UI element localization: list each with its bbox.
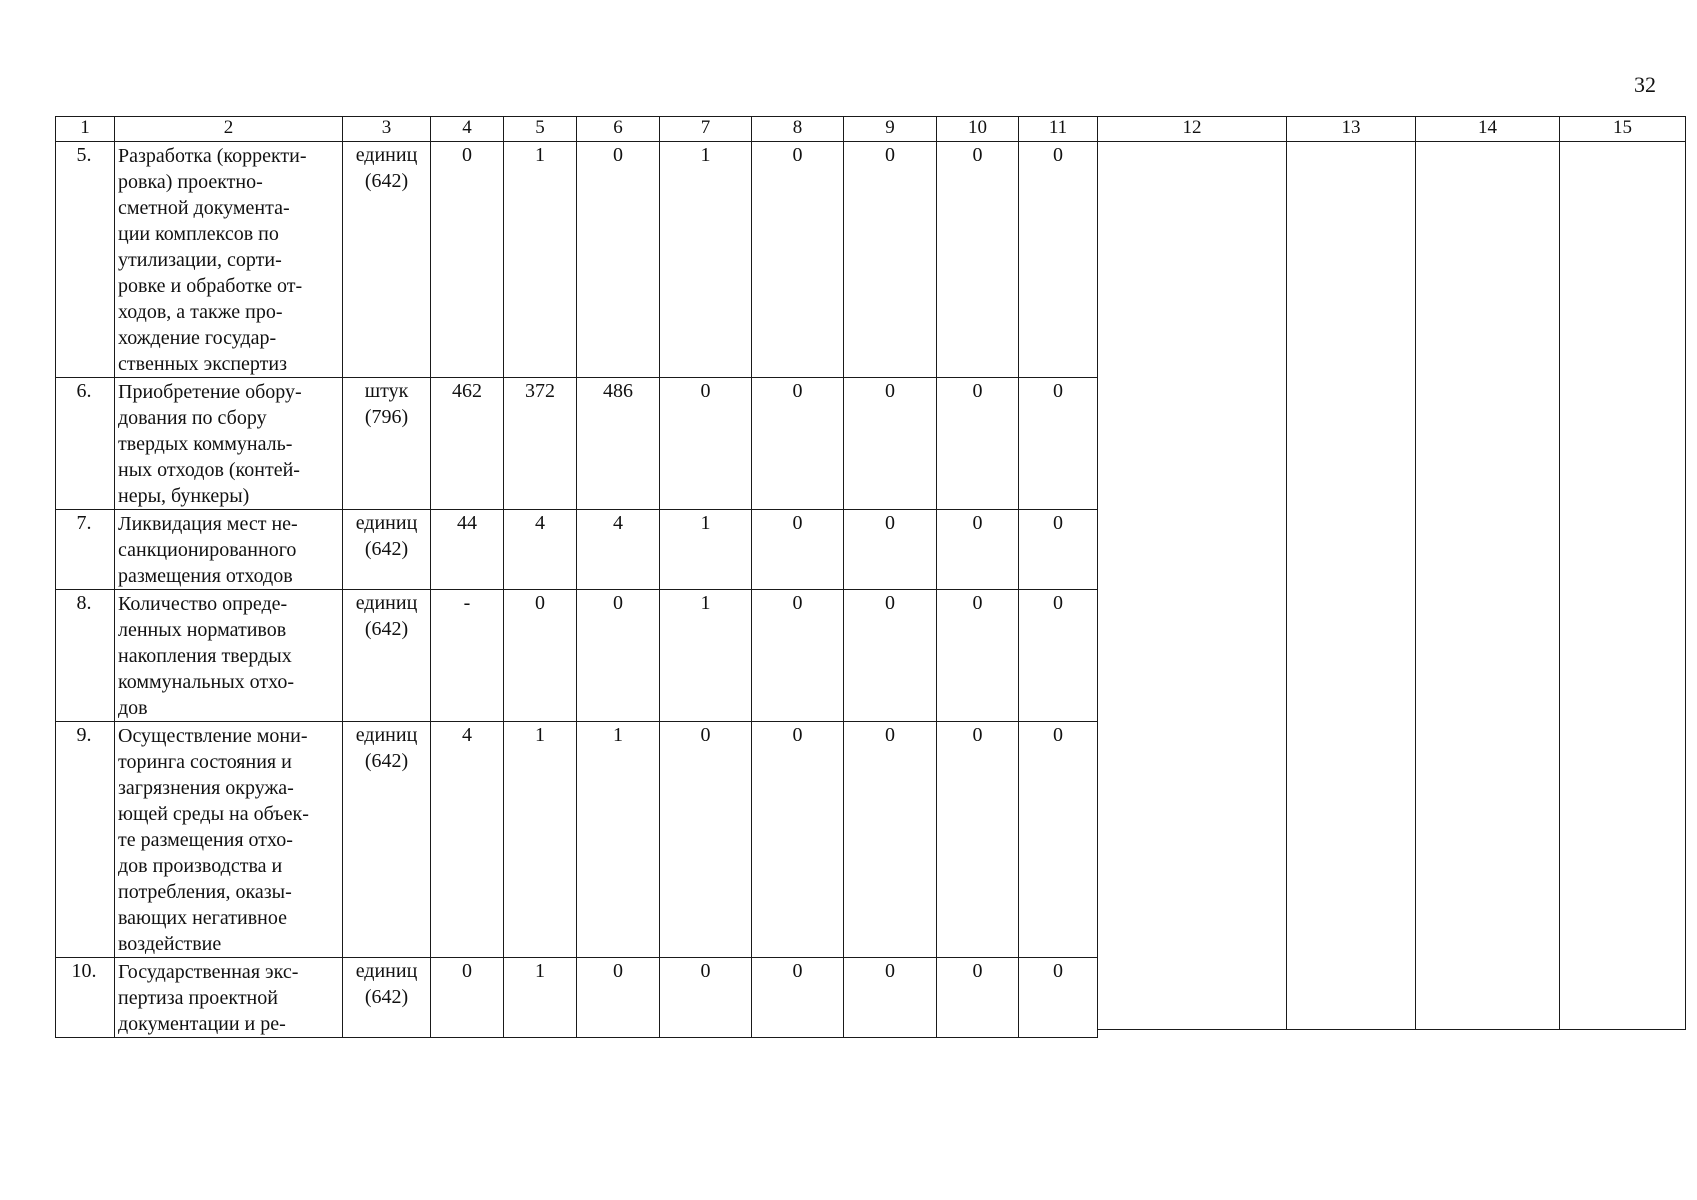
- header-cell: 1: [56, 117, 115, 142]
- value-cell: 0: [844, 510, 937, 590]
- value-cell: 0: [937, 722, 1019, 958]
- value-cell: 1: [660, 142, 752, 378]
- indicator-name-line: ленных нормативов: [118, 619, 287, 641]
- value-cell: 0: [1019, 378, 1098, 510]
- indicator-name-line: ровка) проектно-: [118, 171, 263, 193]
- value-cell: 0: [1019, 958, 1098, 1038]
- indicator-name-line: дов производства и: [118, 855, 283, 877]
- unit-line: единиц: [355, 512, 418, 534]
- value-cell: 0: [1019, 510, 1098, 590]
- table-body: [56, 142, 1098, 1038]
- value-cell: 1: [660, 510, 752, 590]
- unit-of-measure: [343, 958, 431, 1038]
- value-cell: 0: [752, 958, 844, 1038]
- unit-of-measure: [343, 510, 431, 590]
- indicator-name-line: сметной документа-: [118, 197, 290, 219]
- header-cell: 9: [844, 117, 937, 142]
- header-cell: 10: [937, 117, 1019, 142]
- unit-line: (642): [364, 986, 409, 1008]
- table-row: [56, 378, 1098, 510]
- value-cell: 0: [577, 590, 660, 722]
- empty-cell: [1287, 142, 1416, 1030]
- unit-line: (642): [364, 170, 409, 192]
- value-cell: 0: [752, 722, 844, 958]
- indicator-name-line: ственных экспертиз: [118, 353, 288, 375]
- indicator-name-line: Осуществление мони-: [118, 725, 308, 747]
- indicator-name-line: потребления, оказы-: [118, 881, 292, 903]
- indicator-name: [115, 378, 343, 510]
- indicator-name-line: Ликвидация мест не-: [118, 513, 298, 535]
- indicator-name-line: дования по сбору: [118, 407, 267, 429]
- value-cell: -: [431, 590, 504, 722]
- header-cell: 4: [431, 117, 504, 142]
- indicator-name-line: санкционированного: [118, 539, 297, 561]
- indicator-name-line: дов: [118, 697, 148, 719]
- table-row: [56, 510, 1098, 590]
- value-cell: 4: [577, 510, 660, 590]
- header-cell: 7: [660, 117, 752, 142]
- indicator-name-line: торинга состояния и: [118, 751, 292, 773]
- row-number: 5.: [56, 142, 115, 378]
- indicator-name-line: ходов, а также про-: [118, 301, 283, 323]
- indicator-name-line: ных отходов (контей-: [118, 459, 300, 481]
- indicator-name-line: Приобретение обору-: [118, 381, 302, 403]
- indicator-name: [115, 510, 343, 590]
- row-number: 6.: [56, 378, 115, 510]
- header-cell: 8: [752, 117, 844, 142]
- unit-of-measure: [343, 142, 431, 378]
- value-cell: 0: [1019, 590, 1098, 722]
- header-cell: 11: [1019, 117, 1098, 142]
- indicator-name-line: документации и ре-: [118, 1013, 286, 1035]
- table-row: [56, 590, 1098, 722]
- indicator-name: [115, 722, 343, 958]
- indicator-name: [115, 958, 343, 1038]
- indicator-name: [115, 590, 343, 722]
- indicator-name-line: вающих негативное: [118, 907, 287, 929]
- value-cell: 372: [504, 378, 577, 510]
- indicator-name-line: воздействие: [118, 933, 222, 955]
- indicator-name-line: пертиза проектной: [118, 987, 278, 1009]
- unit-line: единиц: [355, 960, 418, 982]
- row-number: 10.: [56, 958, 115, 1038]
- value-cell: 0: [937, 142, 1019, 378]
- indicator-name-line: твердых коммуналь-: [118, 433, 293, 455]
- indicator-name-line: ции комплексов по: [118, 223, 279, 245]
- header-cell: 15: [1560, 117, 1686, 142]
- empty-cell: [1098, 142, 1287, 1030]
- value-cell: 0: [577, 142, 660, 378]
- unit-of-measure: [343, 378, 431, 510]
- indicator-name-line: те размещения отхо-: [118, 829, 293, 851]
- value-cell: 0: [577, 958, 660, 1038]
- value-cell: 0: [752, 590, 844, 722]
- header-cell: 14: [1416, 117, 1560, 142]
- indicator-name-line: ющей среды на объек-: [118, 803, 309, 825]
- value-cell: 0: [1019, 722, 1098, 958]
- header-row: [56, 117, 1098, 142]
- value-cell: 0: [844, 958, 937, 1038]
- indicator-name-line: загрязнения окружа-: [118, 777, 294, 799]
- unit-line: (642): [364, 750, 409, 772]
- value-cell: 0: [844, 378, 937, 510]
- header-cell: 6: [577, 117, 660, 142]
- indicator-name-line: коммунальных отхо-: [118, 671, 295, 693]
- value-cell: 0: [752, 142, 844, 378]
- indicator-name-line: хождение государ-: [118, 327, 277, 349]
- value-cell: 0: [844, 142, 937, 378]
- value-cell: 0: [937, 378, 1019, 510]
- value-cell: 462: [431, 378, 504, 510]
- indicator-name-line: ровке и обработке от-: [118, 275, 303, 297]
- unit-line: (642): [364, 538, 409, 560]
- header-cell: 3: [343, 117, 431, 142]
- indicator-name-line: Государственная экс-: [118, 961, 299, 983]
- empty-columns-table: [1097, 116, 1686, 1030]
- table-row: [56, 958, 1098, 1038]
- table-row: [56, 142, 1098, 378]
- row-number: 9.: [56, 722, 115, 958]
- indicator-name: [115, 142, 343, 378]
- value-cell: 0: [844, 590, 937, 722]
- row-number: 8.: [56, 590, 115, 722]
- unit-line: единиц: [355, 144, 418, 166]
- header-cell: 2: [115, 117, 343, 142]
- unit-line: (796): [364, 406, 409, 428]
- unit-line: единиц: [355, 724, 418, 746]
- empty-cell: [1416, 142, 1560, 1030]
- value-cell: 4: [431, 722, 504, 958]
- indicator-name-line: утилизации, сорти-: [118, 249, 282, 271]
- value-cell: 0: [660, 958, 752, 1038]
- value-cell: 1: [504, 958, 577, 1038]
- indicator-table-sheet: [55, 116, 1685, 1035]
- unit-line: единиц: [355, 592, 418, 614]
- unit-of-measure: [343, 590, 431, 722]
- indicator-name-line: накопления твердых: [118, 645, 292, 667]
- header-row: [1098, 117, 1686, 142]
- value-cell: 0: [937, 958, 1019, 1038]
- value-cell: 0: [937, 510, 1019, 590]
- value-cell: 4: [504, 510, 577, 590]
- value-cell: 44: [431, 510, 504, 590]
- value-cell: 0: [752, 378, 844, 510]
- unit-line: штук: [364, 380, 409, 402]
- empty-cell: [1560, 142, 1686, 1030]
- value-cell: 0: [660, 378, 752, 510]
- indicator-name-line: размещения отходов: [118, 565, 293, 587]
- indicator-table: [55, 116, 1098, 1038]
- value-cell: 486: [577, 378, 660, 510]
- indicator-name-line: неры, бункеры): [118, 485, 250, 507]
- value-cell: 0: [1019, 142, 1098, 378]
- page-number: 32: [1634, 72, 1656, 97]
- value-cell: 0: [752, 510, 844, 590]
- unit-line: (642): [364, 618, 409, 640]
- value-cell: 0: [431, 142, 504, 378]
- value-cell: 1: [504, 142, 577, 378]
- value-cell: 1: [504, 722, 577, 958]
- table-row: [56, 722, 1098, 958]
- value-cell: 0: [504, 590, 577, 722]
- indicator-name-line: Разработка (корректи-: [118, 145, 307, 167]
- indicator-name-line: Количество опреде-: [118, 593, 288, 615]
- header-cell: 12: [1098, 117, 1287, 142]
- value-cell: 0: [431, 958, 504, 1038]
- value-cell: 0: [844, 722, 937, 958]
- empty-row: [1098, 142, 1686, 1030]
- value-cell: 1: [660, 590, 752, 722]
- value-cell: 0: [660, 722, 752, 958]
- value-cell: 0: [937, 590, 1019, 722]
- header-cell: 13: [1287, 117, 1416, 142]
- header-cell: 5: [504, 117, 577, 142]
- unit-of-measure: [343, 722, 431, 958]
- row-number: 7.: [56, 510, 115, 590]
- value-cell: 1: [577, 722, 660, 958]
